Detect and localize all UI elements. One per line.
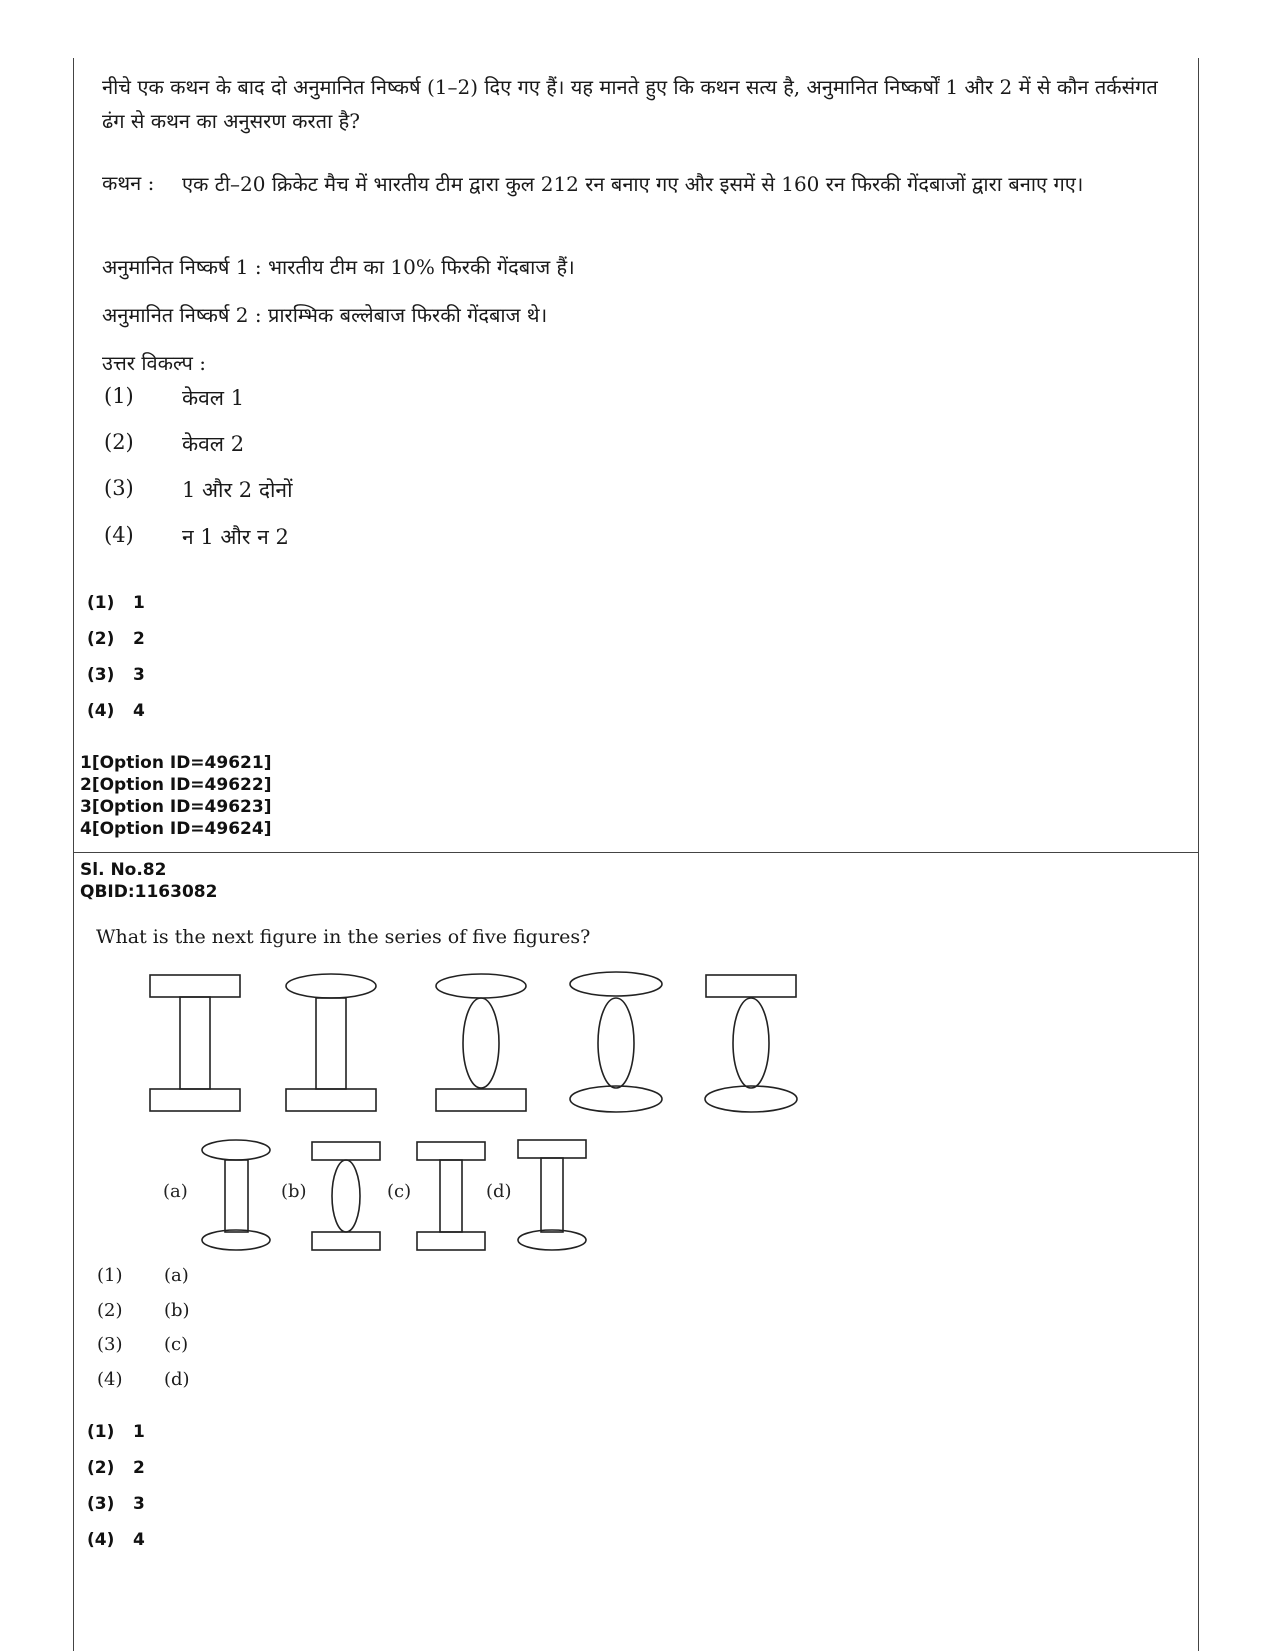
q1-answer-choice-3[interactable]: (3) 3 xyxy=(87,665,145,685)
answer-figure-a xyxy=(202,1140,270,1250)
q1-answer-choice-1[interactable]: (1) 1 xyxy=(87,593,145,613)
series-figure-2 xyxy=(286,974,376,1111)
answer-options-label: उत्तर विकल्प : xyxy=(102,351,207,375)
q1-answer-choice-4[interactable]: (4) 4 xyxy=(87,701,145,721)
conclusion-2: अनुमानित निष्कर्ष 2 : प्रारम्भिक बल्लेबाज फिरकी गेंदबाज थे। xyxy=(102,303,548,327)
figure-label-d: (d) xyxy=(486,1181,512,1202)
answer-figure-c xyxy=(417,1142,485,1250)
answer-figure-b xyxy=(312,1142,380,1250)
statement-label: कथन : xyxy=(102,171,155,195)
q2-answer-choice-1[interactable]: (1) 1 xyxy=(87,1422,145,1442)
series-figure-5 xyxy=(705,975,797,1112)
q2-answer-choice-3[interactable]: (3) 3 xyxy=(87,1494,145,1514)
q2-answer-choice-4[interactable]: (4) 4 xyxy=(87,1530,145,1550)
option-id-1: 1[Option ID=49621] xyxy=(80,753,272,773)
option-id-3: 3[Option ID=49623] xyxy=(80,797,272,817)
serial-number: Sl. No.82 xyxy=(80,860,167,880)
q1-answer-choice-2[interactable]: (2) 2 xyxy=(87,629,145,649)
answer-figure-d xyxy=(518,1140,586,1250)
question2-text: What is the next figure in the series of five figures? xyxy=(96,926,591,948)
option-id-4: 4[Option ID=49624] xyxy=(80,819,272,839)
figure-label-c: (c) xyxy=(387,1181,412,1202)
figure-label-b: (b) xyxy=(281,1181,307,1202)
q2-answer-choice-2[interactable]: (2) 2 xyxy=(87,1458,145,1478)
option-id-2: 2[Option ID=49622] xyxy=(80,775,272,795)
series-figure-4 xyxy=(570,972,662,1112)
conclusion-1: अनुमानित निष्कर्ष 1 : भारतीय टीम का 10% फिरकी गेंदबाज हैं। xyxy=(102,255,575,279)
series-figure-1 xyxy=(150,975,240,1111)
series-figure-3 xyxy=(436,974,526,1111)
qbid: QBID:1163082 xyxy=(80,882,218,902)
figure-label-a: (a) xyxy=(163,1181,188,1202)
question1-text: नीचे एक कथन के बाद दो अनुमानित निष्कर्ष (1–2) दिए गए हैं। यह मानते हुए कि कथन सत्य है, अनुमानित निष्कर्षों 1 और 2 में से कौन तर्कसंगत ढंग से कथन का अनुसरण करता है? xyxy=(102,75,1158,133)
statement-text: एक टी–20 क्रिकेट मैच में भारतीय टीम द्वारा कुल 212 रन बनाए गए और इसमें से 160 रन फिरकी गेंदबाजों द्वारा बनाए गए। xyxy=(182,172,1084,196)
